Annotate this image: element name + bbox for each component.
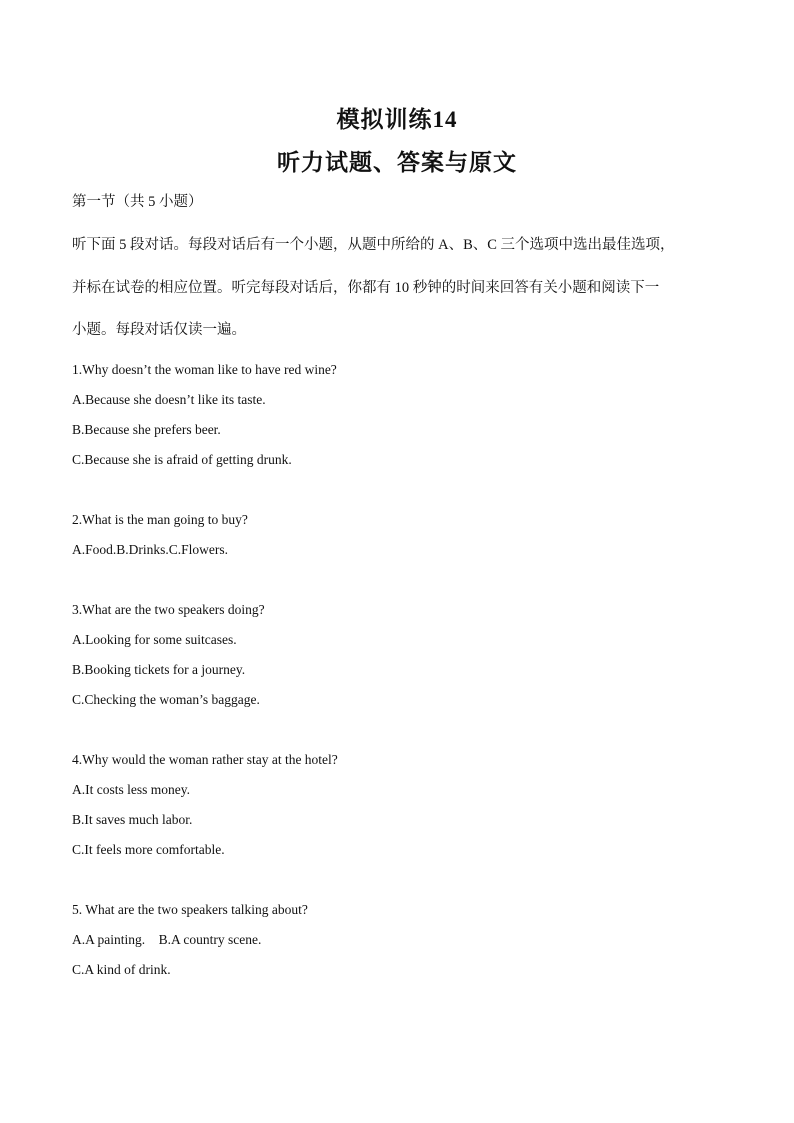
question-3-text: 3.What are the two speakers doing? xyxy=(72,602,265,617)
instructions-line: 并标在试卷的相应位置。听完每段对话后，你都有 10 秒钟的时间来回答有关小题和阅读下一 xyxy=(72,280,660,296)
question-1-option-b: B.Because she prefers beer. xyxy=(72,422,221,437)
question-2-text: 2.What is the man going to buy? xyxy=(72,512,248,527)
instructions-line: 小题。每段对话仅读一遍。 xyxy=(72,322,246,338)
question-4-text: 4.Why would the woman rather stay at the hotel? xyxy=(72,752,338,767)
section-label: 第一节（共 5 小题） xyxy=(72,194,203,210)
question-3-option-a: A.Looking for some suitcases. xyxy=(72,632,237,647)
question-5-options-ab: A.A painting. B.A country scene. xyxy=(72,932,262,947)
question-3-option-c: C.Checking the woman’s baggage. xyxy=(72,692,260,707)
question-2-options: A.Food.B.Drinks.C.Flowers. xyxy=(72,542,229,557)
page-subtitle: 听力试题、答案与原文 xyxy=(277,150,517,175)
question-5-text: 5. What are the two speakers talking about? xyxy=(72,902,308,917)
question-1-option-a: A.Because she doesn’t like its taste. xyxy=(72,392,266,407)
page-title: 模拟训练14 xyxy=(336,107,458,132)
question-3-option-b: B.Booking tickets for a journey. xyxy=(72,662,246,677)
question-1-option-c: C.Because she is afraid of getting drunk. xyxy=(72,452,292,467)
instructions-line: 听下面 5 段对话。每段对话后有一个小题，从题中所给的 A、B、C 三个选项中选出最佳选项， xyxy=(72,237,675,253)
question-4-option-a: A.It costs less money. xyxy=(72,782,190,797)
question-4-option-b: B.It saves much labor. xyxy=(72,812,193,827)
question-5-option-c: C.A kind of drink. xyxy=(72,962,171,977)
question-4-option-c: C.It feels more comfortable. xyxy=(72,842,225,857)
question-1-text: 1.Why doesn’t the woman like to have red wine? xyxy=(72,362,337,377)
